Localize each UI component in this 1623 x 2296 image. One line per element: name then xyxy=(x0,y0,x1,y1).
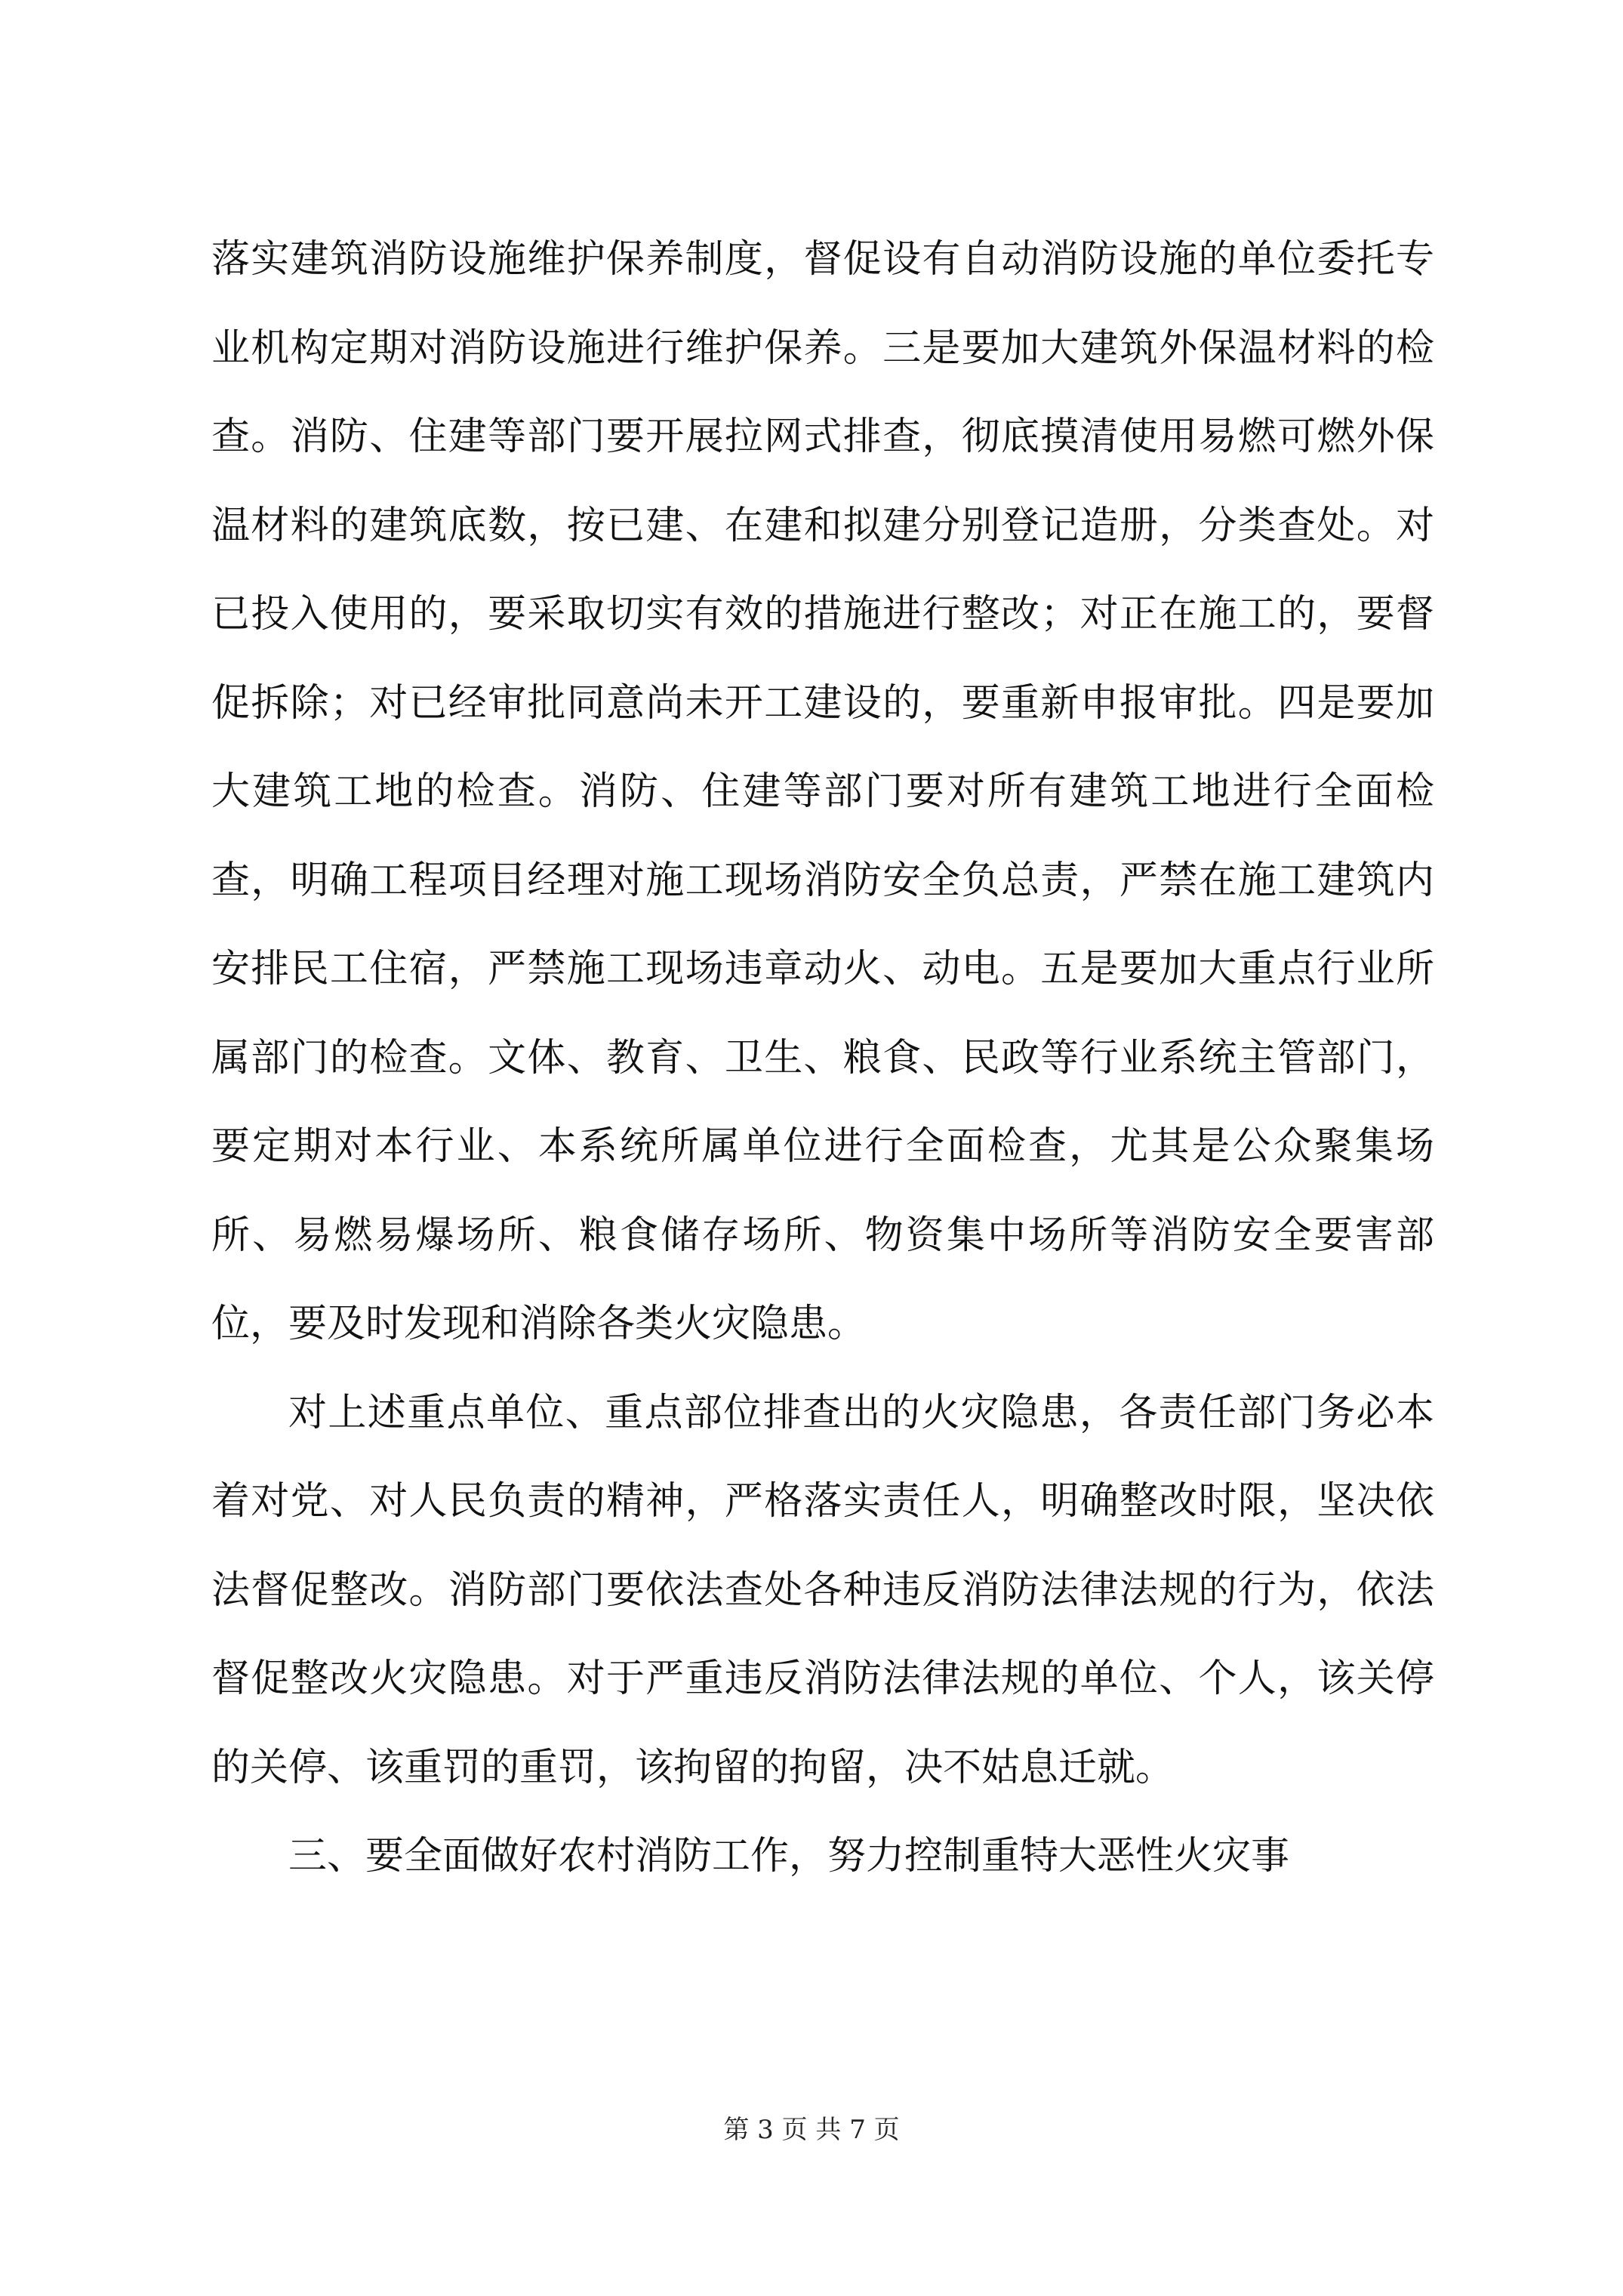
paragraph-hazard-rectification: 对上述重点单位、重点部位排查出的火灾隐患，各责任部门务必本着对党、对人民负责的精神，严格落实责任人，明确整改时限，坚决依法督促整改。消防部门要依法查处各种违反消防法律法规的行为，依法督促整改火灾隐患。对于严重违反消防法律法规的单位、个人，该关停的关停、该重罚的重罚，该拘留的拘留，决不姑息迁就。 xyxy=(211,1390,1434,1790)
paragraph-continued: 落实建筑消防设施维护保养制度，督促设有自动消防设施的单位委托专业机构定期对消防设施进行维护保养。三是要加大建筑外保温材料的检查。消防、住建等部门要开展拉网式排查，彻底摸清使用易燃可燃外保温材料的建筑底数，按已建、在建和拟建分别登记造册，分类查处。对已投入使用的，要采取切实有效的措施进行整改；对正在施工的，要督促拆除；对已经审批同意尚未开工建设的，要重新申报审批。四是要加大建筑工地的检查。消防、住建等部门要对所有建筑工地进行全面检查，明确工程项目经理对施工现场消防安全负总责，严禁在施工建筑内安排民工住宿，严禁施工现场违章动火、动电。五是要加大重点行业所属部门的检查。文体、教育、卫生、粮食、民政等行业系统主管部门，要定期对本行业、本系统所属单位进行全面检查，尤其是公众聚集场所、易燃易爆场所、粮食储存场所、物资集中场所等消防安全要害部位，要及时发现和消除各类火灾隐患。 xyxy=(211,237,1434,1346)
document-body xyxy=(211,215,1434,1901)
page-number-footer: 第 3 页 共 7 页 xyxy=(723,2115,900,2145)
paragraph-section-three: 三、要全面做好农村消防工作，努力控制重特大恶性火灾事 xyxy=(288,1834,1290,1878)
